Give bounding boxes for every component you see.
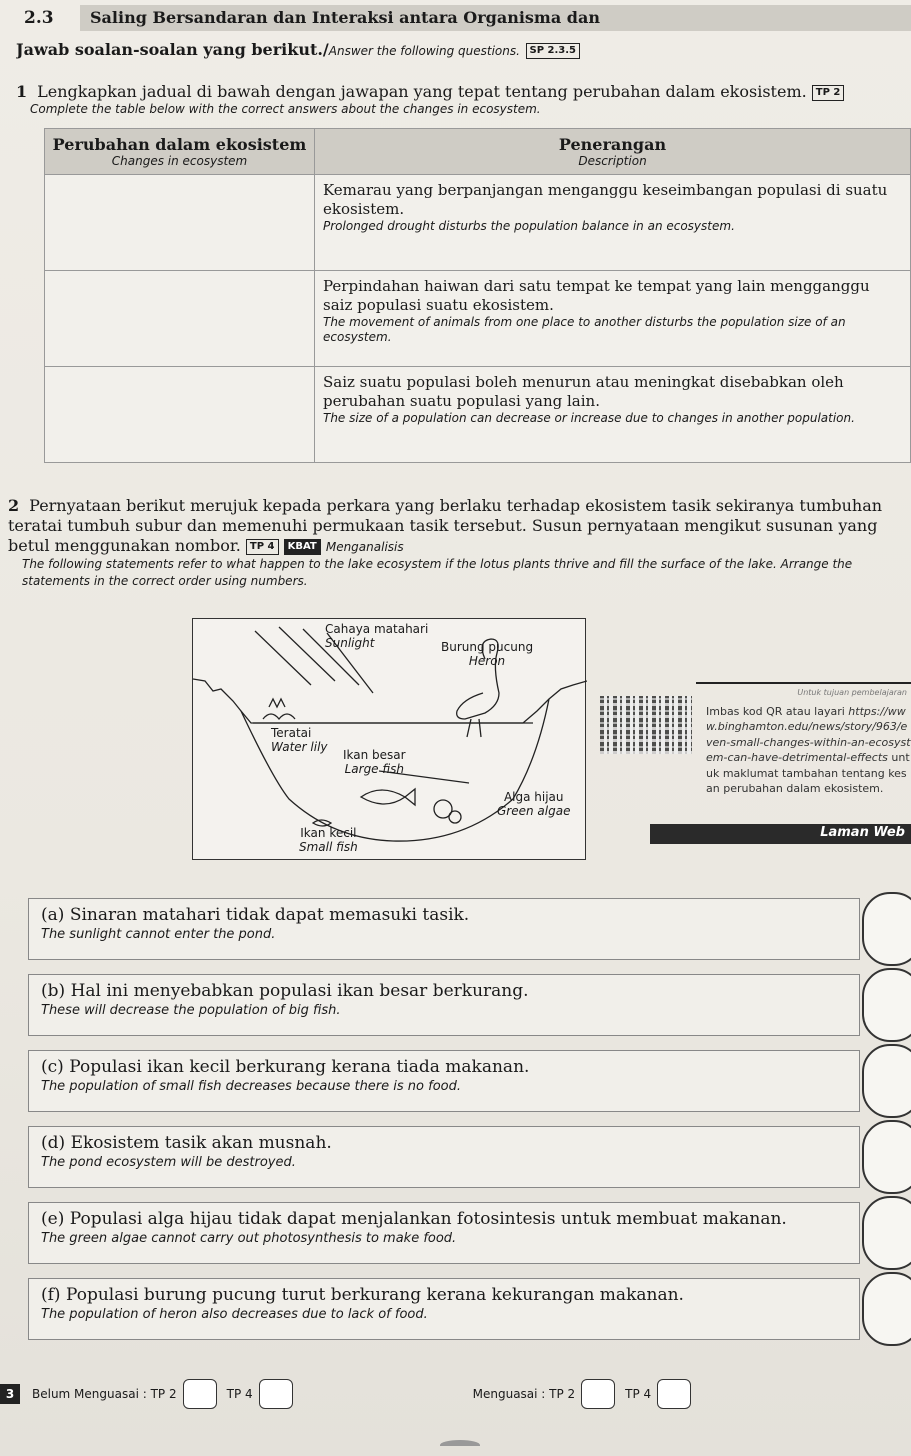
statement-malay: Populasi alga hijau tidak dapat menjalankan fotosintesis untuk membuat makanan.: [69, 1209, 787, 1229]
answer-box-c[interactable]: [862, 1044, 911, 1118]
pond-bank: [193, 679, 587, 723]
tp-tag: TP 2: [812, 85, 845, 101]
algae-cell: [449, 811, 461, 823]
not-mastered-group: [32, 1379, 303, 1409]
answer-cell[interactable]: [45, 367, 315, 463]
statement-english: The pond ecosystem will be destroyed.: [41, 1155, 296, 1170]
instruction-malay: Jawab soalan-soalan yang berikut./: [16, 40, 329, 59]
description-english: The size of a population can decrease or increase due to changes in another population.: [323, 410, 855, 425]
answer-cell[interactable]: [45, 271, 315, 367]
algae-label-english: Green algae: [497, 803, 571, 818]
ecosystem-changes-table: [44, 128, 911, 463]
small-fish-label: [299, 827, 358, 855]
description-cell: [315, 271, 911, 367]
statement-e: [28, 1202, 860, 1264]
large-fish-tail: [405, 789, 415, 805]
small-fish-label-english: Small fish: [299, 839, 358, 854]
large-fish-label-malay: Ikan besar: [343, 748, 406, 762]
question-number: 2: [8, 496, 20, 515]
answer-box-e[interactable]: [862, 1196, 911, 1270]
header-description-english: Description: [578, 154, 647, 168]
mastered-tp2-checkbox[interactable]: [581, 1379, 615, 1409]
question-2: [8, 496, 911, 590]
answer-box-b[interactable]: [862, 968, 911, 1042]
statement-f: [28, 1278, 860, 1340]
lily-label: [271, 727, 328, 755]
question-number: 1: [16, 82, 28, 101]
divider: [696, 682, 911, 684]
description-cell: [315, 175, 911, 271]
table-row: [45, 175, 911, 271]
sunlight-label: [325, 623, 428, 651]
question-2-english: The following statements refer to what happen to the lake ecosystem if the lotus plants thrive and fill the surface of the lake. Arrange the statements in the correct order using numbers.: [22, 557, 853, 588]
mastery-footer: [0, 1374, 911, 1414]
pond-ecosystem-diagram: [192, 618, 586, 860]
heron-label: [441, 641, 533, 669]
statement-label: (f): [41, 1285, 61, 1305]
qr-code-icon[interactable]: [600, 696, 692, 754]
instruction: [16, 40, 911, 59]
web-text-suffix: untuk maklumat tambahan tentang kesan perubahan dalam ekosistem.: [706, 751, 910, 795]
table-header-description: [315, 129, 911, 175]
statement-english: The population of heron also decreases due to lack of food.: [41, 1307, 428, 1322]
answer-cell[interactable]: [45, 175, 315, 271]
description-malay: Saiz suatu populasi boleh menurun atau meningkat disebabkan oleh perubahan suatu populasi yang lain.: [323, 373, 844, 410]
statement-malay: Sinaran matahari tidak dapat memasuki tasik.: [69, 905, 470, 925]
statement-label: (d): [41, 1133, 66, 1153]
heron-label-malay: Burung pucung: [441, 640, 534, 654]
statement-label: (c): [41, 1057, 64, 1077]
instruction-english: Answer the following questions.: [328, 44, 520, 58]
statement-c: [28, 1050, 860, 1112]
section-title: Saling Bersandaran dan Interaksi antara Organisma dan: [80, 5, 911, 31]
table-row: [45, 367, 911, 463]
statement-b: [28, 974, 860, 1036]
section-header: [24, 4, 911, 32]
description-english: The movement of animals from one place to another disturbs the population size of an ecosystem.: [323, 314, 846, 344]
skill-tag: Menganalisis: [325, 540, 404, 554]
chapter-chip: 3: [0, 1384, 20, 1404]
description-malay: Perpindahan haiwan dari satu tempat ke tempat yang lain mengganggu saiz populasi suatu ekosistem.: [323, 277, 870, 314]
lily-leaf: [263, 714, 295, 719]
sunlight-label-english: Sunlight: [325, 635, 375, 650]
table-header-changes: [45, 129, 315, 175]
page-number-mark: [440, 1440, 480, 1450]
mastered-tp4-checkbox[interactable]: [657, 1379, 691, 1409]
web-resource-box: [600, 682, 911, 850]
answer-box-f[interactable]: [862, 1272, 911, 1346]
statement-english: The sunlight cannot enter the pond.: [41, 927, 276, 942]
statement-malay: Ekosistem tasik akan musnah.: [70, 1133, 332, 1153]
statement-a: [28, 898, 860, 960]
statement-malay: Populasi burung pucung turut berkurang kerana kekurangan makanan.: [65, 1285, 684, 1305]
web-resource-text: [706, 704, 911, 796]
not-mastered-tp2-label: Belum Menguasai : TP 2: [32, 1387, 177, 1401]
answer-box-a[interactable]: [862, 892, 911, 966]
learning-note: Untuk tujuan pembelajaran: [797, 688, 907, 697]
statement-malay: Hal ini menyebabkan populasi ikan besar berkurang.: [70, 981, 529, 1001]
not-mastered-tp4-label: TP 4: [226, 1387, 253, 1401]
large-fish-label-english: Large fish: [344, 761, 404, 776]
table-row: [45, 271, 911, 367]
section-number: 2.3: [24, 8, 54, 28]
kbat-tag: KBAT: [284, 539, 321, 555]
question-1-english: Complete the table below with the correct answers about the changes in ecosystem.: [30, 102, 541, 116]
lily-label-english: Water lily: [271, 739, 328, 754]
tp-tag: TP 4: [246, 539, 279, 555]
header-changes-english: Changes in ecosystem: [111, 154, 248, 168]
question-1-malay: Lengkapkan jadual di bawah dengan jawapan yang tepat tentang perubahan dalam ekosistem.: [37, 82, 807, 101]
statement-english: These will decrease the population of big fish.: [41, 1003, 341, 1018]
sp-tag: SP 2.3.5: [526, 43, 580, 59]
small-fish-label-malay: Ikan kecil: [300, 826, 357, 840]
statement-label: (e): [41, 1209, 65, 1229]
web-label-bar: Laman Web: [650, 824, 911, 844]
header-changes-malay: Perubahan dalam ekosistem: [52, 135, 307, 154]
web-text-prefix: Imbas kod QR atau layari: [706, 705, 849, 718]
algae-label: [497, 791, 570, 819]
header-description-malay: Penerangan: [558, 135, 667, 154]
mastered-tp2-label: Menguasai : TP 2: [472, 1387, 576, 1401]
not-mastered-tp2-checkbox[interactable]: [183, 1379, 217, 1409]
sunlight-label-malay: Cahaya matahari: [325, 622, 429, 636]
statement-english: The green algae cannot carry out photosynthesis to make food.: [41, 1231, 457, 1246]
description-english: Prolonged drought disturbs the population balance in an ecosystem.: [323, 218, 735, 233]
large-fish-label: [343, 749, 406, 777]
algae-label-malay: Alga hijau: [503, 790, 564, 804]
heron-label-english: Heron: [468, 653, 506, 668]
description-cell: [315, 367, 911, 463]
statement-label: (a): [41, 905, 65, 925]
lily-flower: [269, 699, 285, 707]
large-fish: [361, 790, 405, 804]
heron-leg: [467, 719, 471, 737]
sunlight-ray: [255, 631, 311, 685]
statement-d: [28, 1126, 860, 1188]
lily-label-malay: Teratai: [271, 726, 312, 740]
description-malay: Kemarau yang berpanjangan menganggu keseimbangan populasi di suatu ekosistem.: [323, 181, 888, 218]
web-url-link[interactable]: https://www.binghamton.edu/news/story/963/even-small-changes-within-an-ecosystem-can-have-detrimental-effects: [706, 705, 911, 765]
mastered-tp4-label: TP 4: [625, 1387, 652, 1401]
statement-malay: Populasi ikan kecil berkurang kerana tiada makanan.: [69, 1057, 530, 1077]
statement-english: The population of small fish decreases because there is no food.: [41, 1079, 461, 1094]
question-2-malay: Pernyataan berikut merujuk kepada perkara yang berlaku terhadap ekosistem tasik sekiranya tumbuhan teratai tumbuh subur dan memenuhi permukaan tasik tersebut. Susun pernyataan mengikut susunan yang betul menggunakan nombor.: [8, 496, 883, 555]
heron-leg: [479, 719, 481, 737]
mastered-group: [473, 1379, 702, 1409]
question-1: [16, 82, 911, 116]
statement-label: (b): [41, 981, 66, 1001]
answer-box-d[interactable]: [862, 1120, 911, 1194]
not-mastered-tp4-checkbox[interactable]: [259, 1379, 293, 1409]
